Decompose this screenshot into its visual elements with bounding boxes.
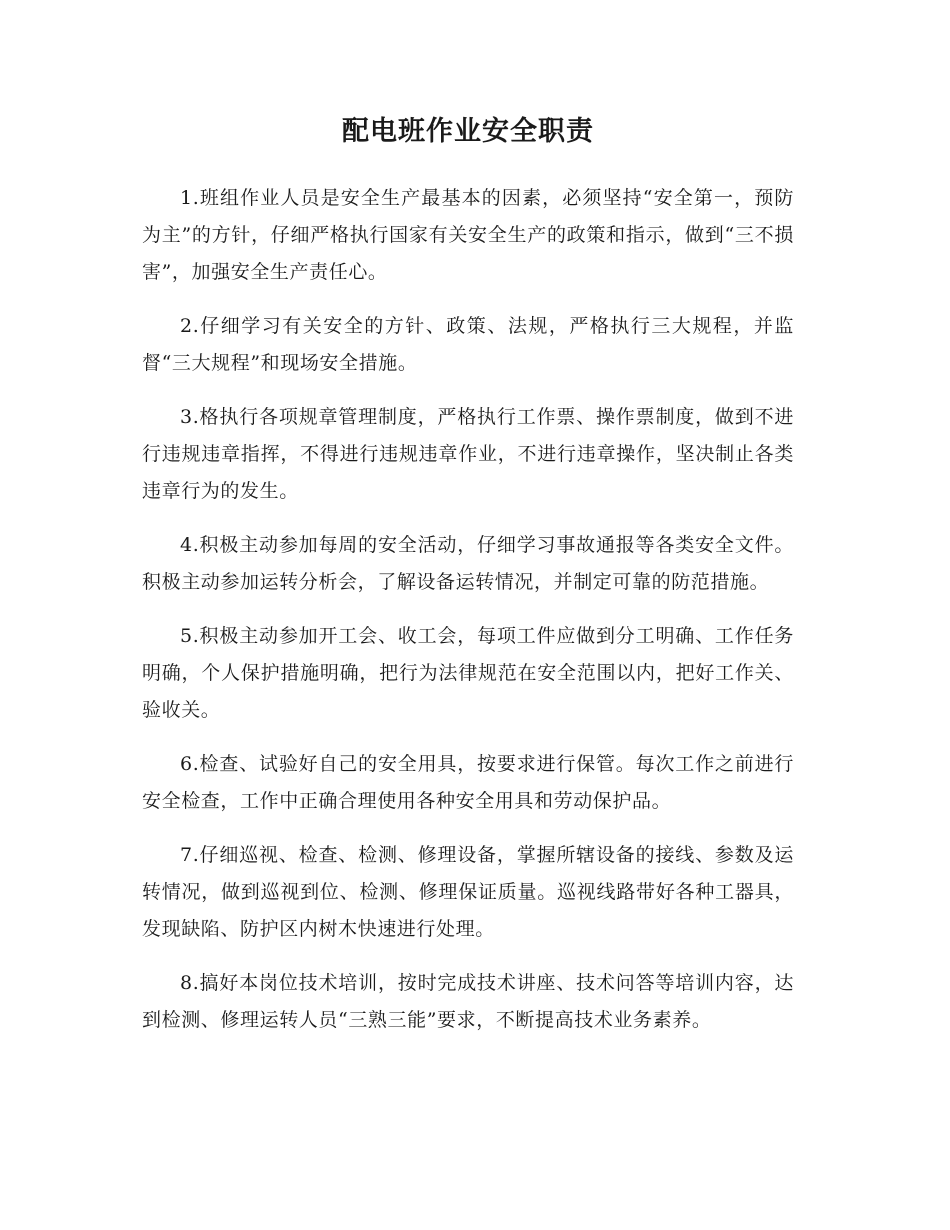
document-title: 配电班作业安全职责 xyxy=(342,116,594,147)
paragraph-5: 5.积极主动参加开工会、收工会，每项工件应做到分工明确、工作任务明确，个人保护措施明确，把行为法律规范在安全范围以内，把好工作关、验收关。 xyxy=(142,625,794,721)
document-page xyxy=(142,112,794,1056)
paragraph-7: 7.仔细巡视、检查、检测、修理设备，掌握所辖设备的接线、参数及运转情况，做到巡视到位、检测、修理保证质量。巡视线路带好各种工器具，发现缺陷、防护区内树木快速进行处理。 xyxy=(142,844,794,940)
paragraph-8: 8.搞好本岗位技术培训，按时完成技术讲座、技术问答等培训内容，达到检测、修理运转人员“三熟三能”要求，不断提高技术业务素养。 xyxy=(142,972,794,1031)
paragraph-3: 3.格执行各项规章管理制度，严格执行工作票、操作票制度，做到不进行违规违章指挥，不得进行违规违章作业，不进行违章操作，坚决制止各类违章行为的发生。 xyxy=(142,406,794,502)
paragraph-1: 1.班组作业人员是安全生产最基本的因素，必须坚持“安全第一，预防为主”的方针，仔细严格执行国家有关安全生产的政策和指示，做到“三不损害”，加强安全生产责任心。 xyxy=(142,187,794,283)
paragraph-4: 4.积极主动参加每周的安全活动，仔细学习事故通报等各类安全文件。积极主动参加运转分析会，了解设备运转情况，并制定可靠的防范措施。 xyxy=(142,534,794,593)
paragraph-6: 6.检查、试验好自己的安全用具，按要求进行保管。每次工作之前进行安全检查，工作中正确合理使用各种安全用具和劳动保护品。 xyxy=(142,753,794,812)
paragraph-2: 2.仔细学习有关安全的方针、政策、法规，严格执行三大规程，并监督“三大规程”和现场安全措施。 xyxy=(142,315,794,374)
